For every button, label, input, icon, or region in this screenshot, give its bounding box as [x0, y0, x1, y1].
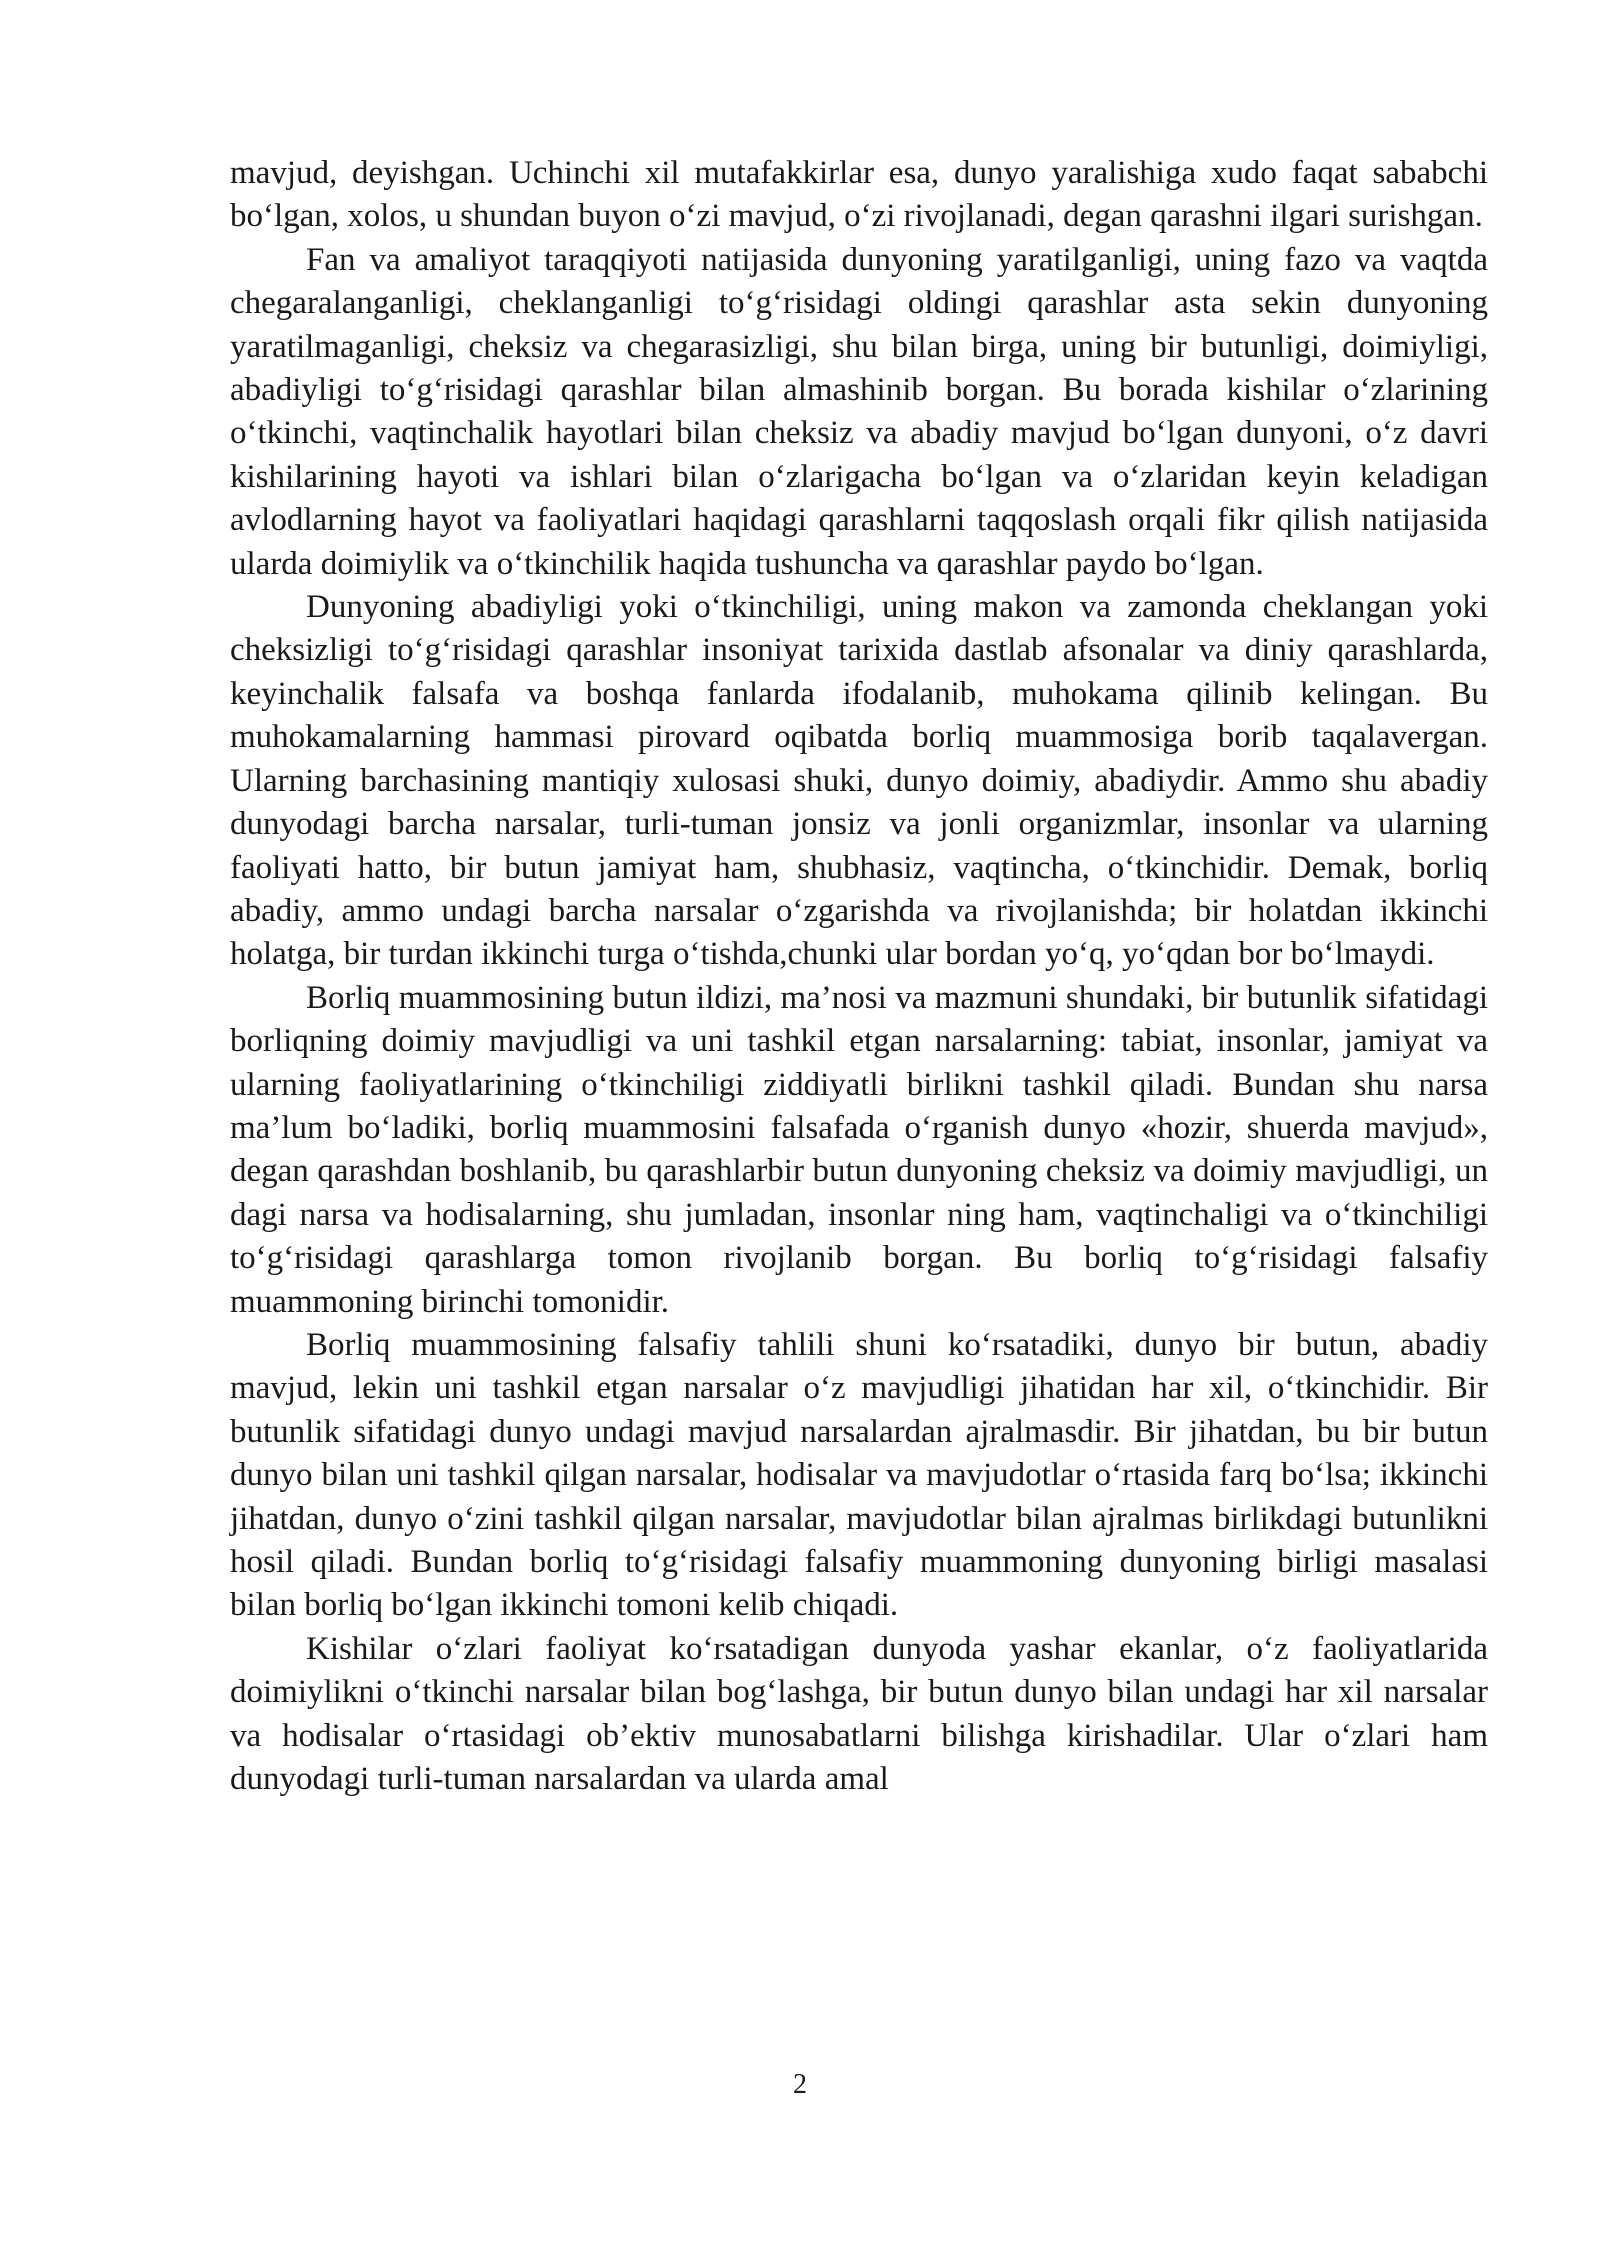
paragraph-2: Fan va amaliyot taraqqiyoti natijasida dunyoning yaratilganligi, uning fazo va vaqtda chegaralanganligi, cheklanganligi to‘g‘risidagi oldingi qarashlar asta sekin dunyoning yaratilmaganligi, cheksiz va chegarasizligi, shu bilan birga, uning bir butunligi, doimiyligi, abadiyligi to‘g‘risidagi qarashlar bilan almashinib borgan. Bu borada kishilar o‘zlarining o‘tkinchi, vaqtinchalik hayotlari bilan cheksiz va abadiy mavjud bo‘lgan dunyoni, o‘z davri kishilarining hayoti va ishlari bilan o‘zlarigacha bo‘lgan va o‘zlaridan keyin keladigan avlodlarning hayot va faoliyatlari haqidagi qarashlarni taqqoslash orqali fikr qilish natijasida ularda doimiylik va o‘tkinchilik haqida tushuncha va qarashlar paydo bo‘lgan. — [230, 241, 1488, 582]
paragraph-5: Borliq muammosining falsafiy tahlili shuni ko‘rsatadiki, dunyo bir butun, abadiy mavjud, lekin uni tashkil etgan narsalar o‘z mavjudligi jihatidan har xil, o‘tkinchidir. Bir butunlik sifatidagi dunyo undagi mavjud narsalardan ajralmasdir. Bir jihatdan, bu bir butun dunyo bilan uni tashkil qilgan narsalar, hodisalar va mavjudotlar o‘rtasida farq bo‘lsa; ikkinchi jihatdan, dunyo o‘zini tashkil qilgan narsalar, mavjudotlar bilan ajralmas birlikdagi butunlikni hosil qiladi. Bundan borliq to‘g‘risidagi falsafiy muammoning dunyoning birligi masalasi bilan borliq bo‘lgan ikkinchi tomoni kelib chiqadi. — [230, 1326, 1488, 1624]
paragraph-4: Borliq muammosining butun ildizi, ma’nosi va mazmuni shundaki, bir butunlik sifatidagi borliqning doimiy mavjudligi va uni tashkil etgan narsalarning: tabiat, insonlar, jamiyat va ularning faoliyatlarining o‘tkinchiligi ziddiyatli birlikni tashkil qiladi. Bundan shu narsa ma’lum bo‘ladiki, borliq muammosini falsafada o‘rganish dunyo «hozir, shuerda mavjud», degan qarashdan boshlanib, bu qarashlarbir butun dunyoning cheksiz va doimiy mavjudligi, un dagi narsa va hodisalarning, shu jumladan, insonlar ning ham, vaqtinchaligi va o‘tkinchiligi to‘g‘risidagi qarashlarga tomon rivojlanib borgan. Bu borliq to‘g‘risidagi falsafiy muammoning birinchi tomonidir. — [230, 979, 1488, 1320]
paragraph-3: Dunyoning abadiyligi yoki o‘tkinchiligi, uning makon va zamonda cheklangan yoki cheksizligi to‘g‘risidagi qarashlar insoniyat tarixida dastlab afsonalar va diniy qarashlarda, keyinchalik falsafa va boshqa fanlarda ifodalanib, muhokama qilinib kelingan. Bu muhokamalarning hammasi pirovard oqibatda borliq muammosiga borib taqalavergan. Ularning barchasining mantiqiy xulosasi shuki, dunyo doimiy, abadiydir. Ammo shu abadiy dunyodagi barcha narsalar, turli-tuman jonsiz va jonli organizmlar, insonlar va ularning faoliyati hatto, bir butun jamiyat ham, shubhasiz, vaqtincha, o‘tkinchidir. Demak, borliq abadiy, ammo undagi barcha narsalar o‘zgarishda va rivojlanishda; bir holatdan ikkinchi holatga, bir turdan ikkinchi turga o‘tishda,chunki ular bordan yo‘q, yo‘qdan bor bo‘lmaydi. — [230, 589, 1488, 973]
document-body — [230, 152, 1488, 1801]
page-number: 2 — [793, 2069, 807, 2100]
paragraph-6: Kishilar o‘zlari faoliyat ko‘rsatadigan dunyoda yashar ekanlar, o‘z faoliyatlarida doimiylikni o‘tkinchi narsalar bilan bog‘lashga, bir butun dunyo bilan undagi har xil narsalar va hodisalar o‘rtasidagi ob’ektiv munosabatlarni bilishga kirishadilar. Ular o‘zlari ham dunyodagi turli-tuman narsalardan va ularda amal — [230, 1630, 1488, 1798]
paragraph-1: mavjud, deyishgan. Uchinchi xil mutafakkirlar esa, dunyo yaralishiga xudo faqat sababchi bo‘lgan, xolos, u shundan buyon o‘zi mavjud, o‘zi rivojlanadi, degan qarashni ilgari surishgan. — [230, 155, 1488, 235]
